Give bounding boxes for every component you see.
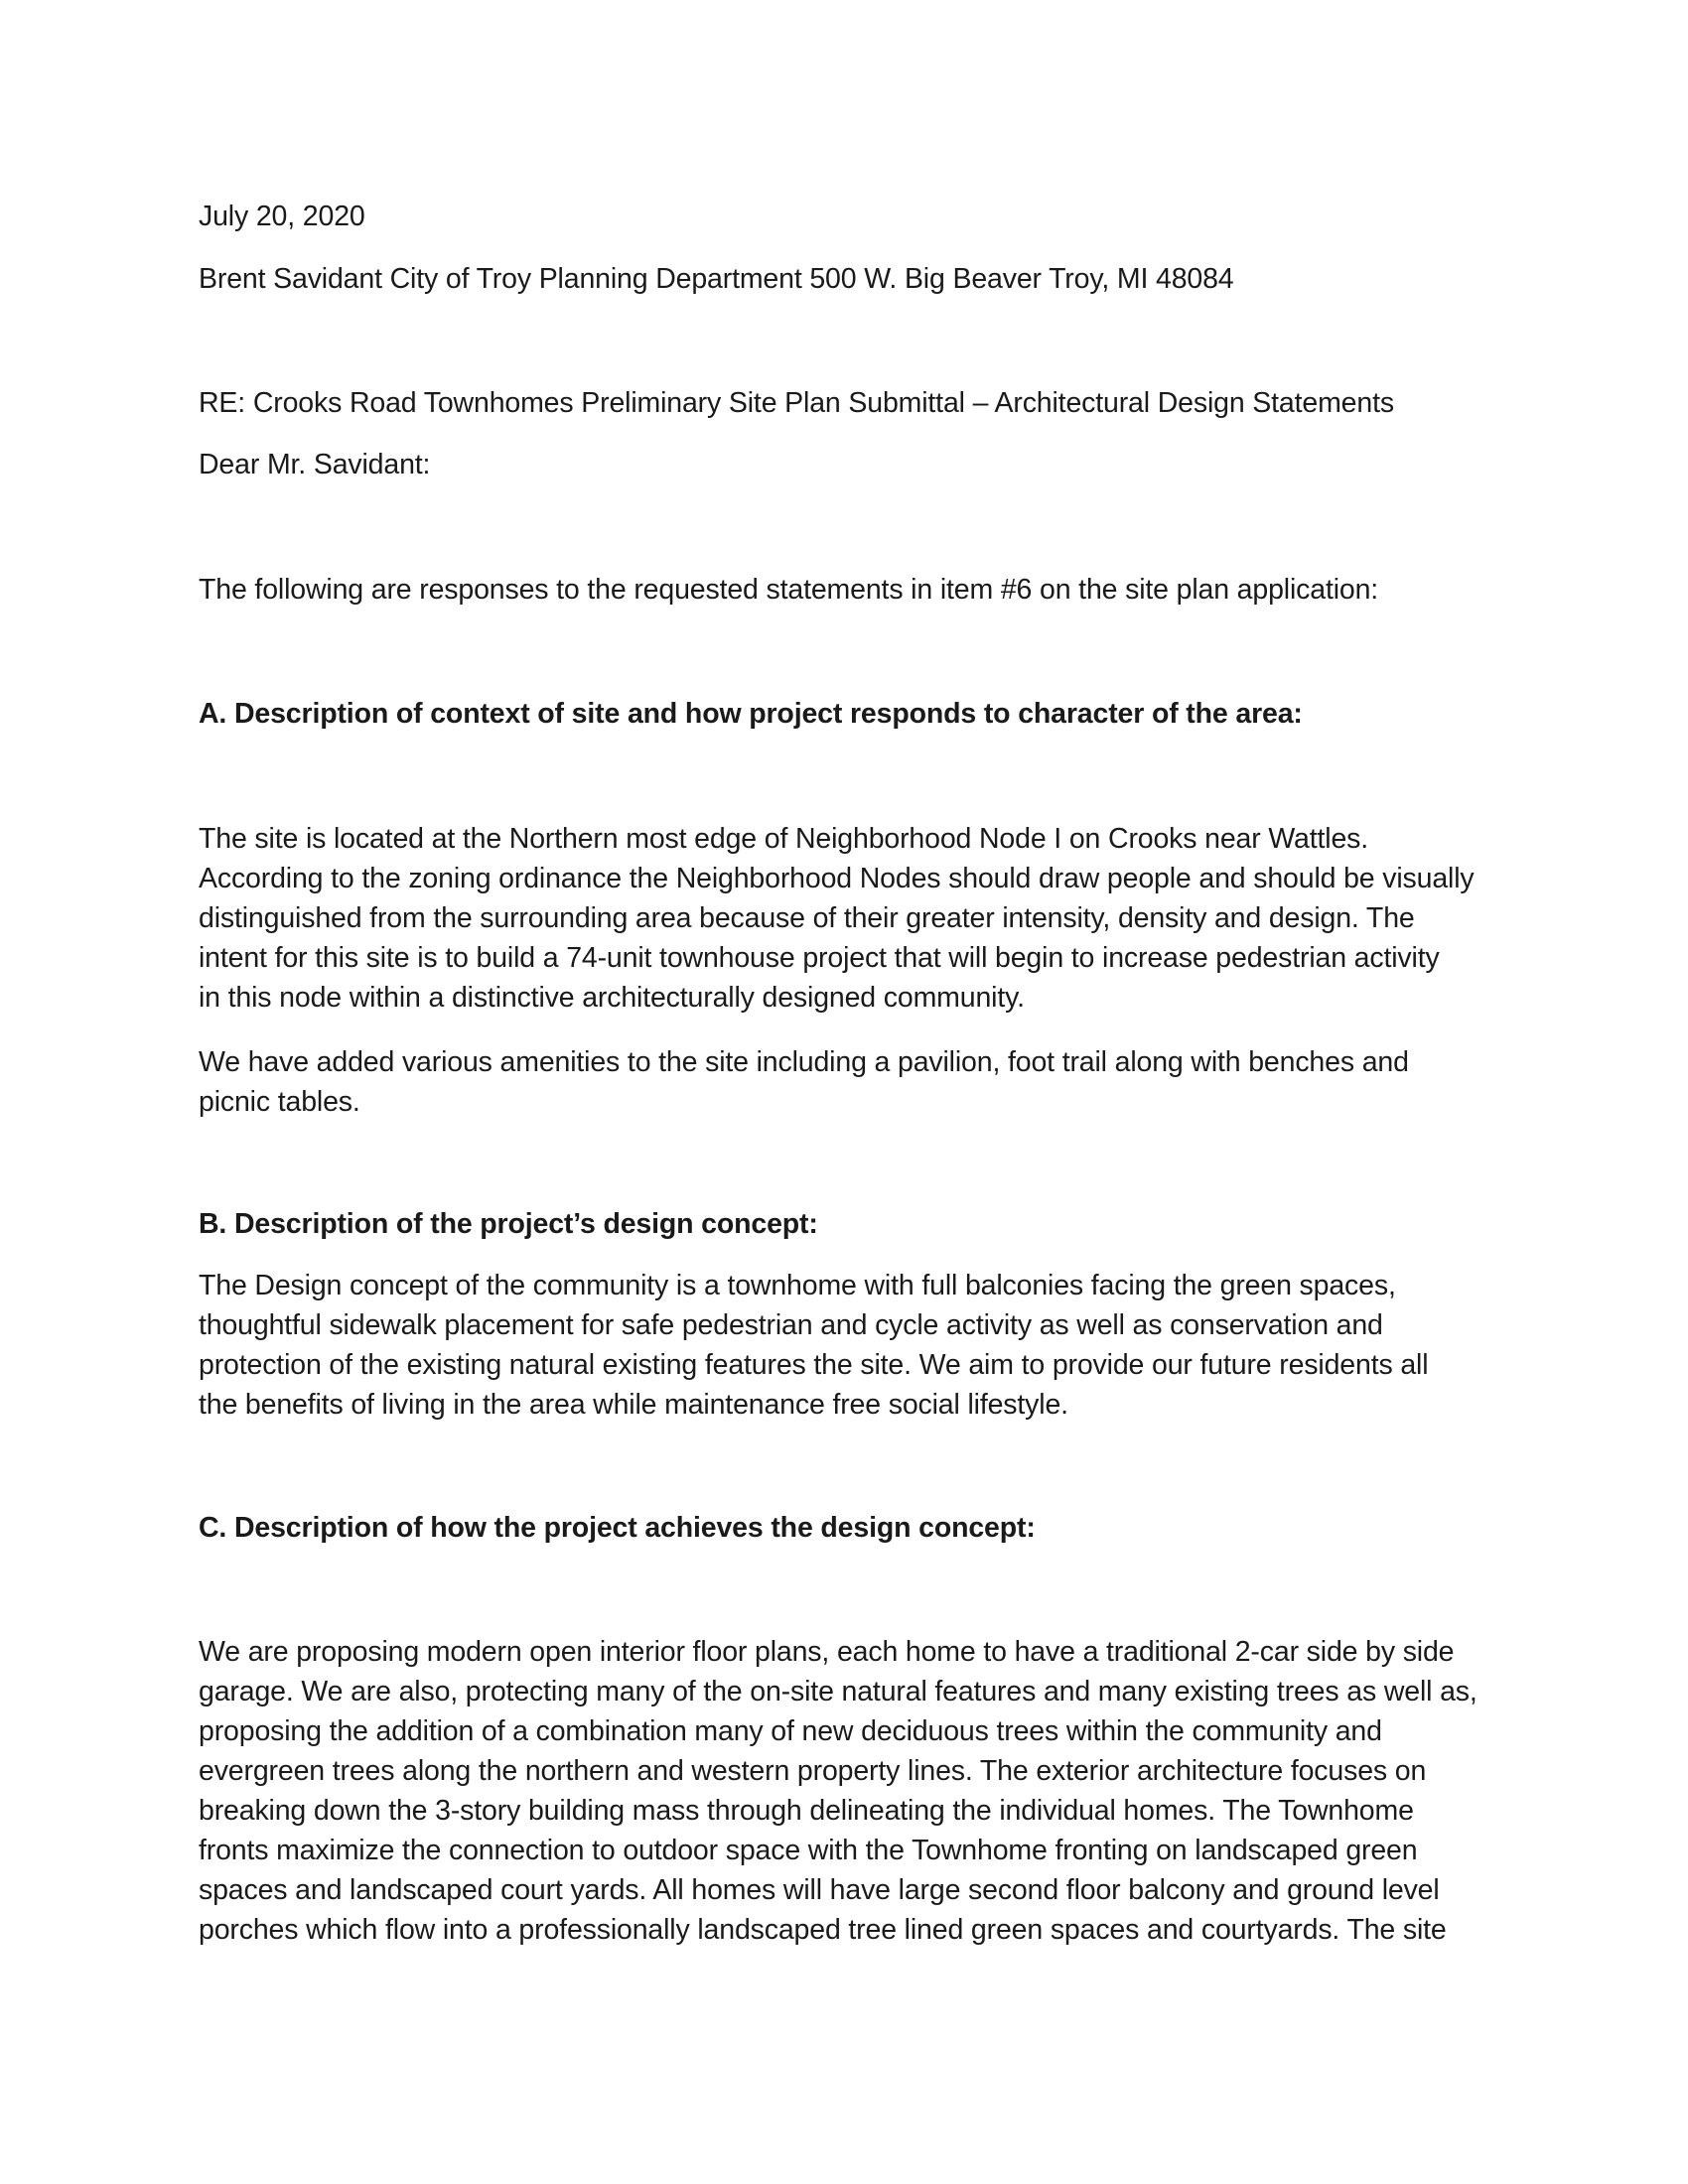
text-line: According to the zoning ordinance the Neighborhood Nodes should draw people and should be visually <box>199 863 1475 894</box>
text-line: proposing the addition of a combination many of new deciduous trees within the community and <box>199 1715 1382 1747</box>
text-line: fronts maximize the connection to outdoor space with the Townhome fronting on landscaped green <box>199 1835 1418 1866</box>
text-line: We have added various amenities to the site including a pavilion, foot trail along with benches and <box>199 1046 1409 1078</box>
text-line: The Design concept of the community is a townhome with full balconies facing the green spaces, <box>199 1270 1396 1301</box>
recipient-address: Brent Savidant City of Troy Planning Department 500 W. Big Beaver Troy, MI 48084 <box>199 263 1234 295</box>
text-line: porches which flow into a professionally landscaped tree lined green spaces and courtyards. The site <box>199 1914 1447 1946</box>
section-c-paragraph <box>199 1632 1479 1950</box>
subject-line: RE: Crooks Road Townhomes Preliminary Site Plan Submittal – Architectural Design Statements <box>199 387 1394 419</box>
text-line: evergreen trees along the northern and western property lines. The exterior architecture focuses on <box>199 1755 1427 1787</box>
text-line: the benefits of living in the area while maintenance free social lifestyle. <box>199 1389 1068 1421</box>
text-line: distinguished from the surrounding area because of their greater intensity, density and design. The <box>199 902 1415 934</box>
section-c-heading: C. Description of how the project achieves the design concept: <box>199 1512 1036 1544</box>
letter-date: July 20, 2020 <box>199 201 365 232</box>
text-line: The site is located at the Northern most edge of Neighborhood Node I on Crooks near Wattles. <box>199 823 1369 855</box>
text-line: thoughtful sidewalk placement for safe pedestrian and cycle activity as well as conservation and <box>199 1309 1383 1341</box>
text-line: picnic tables. <box>199 1086 360 1118</box>
salutation: Dear Mr. Savidant: <box>199 449 431 480</box>
text-line: in this node within a distinctive architecturally designed community. <box>199 982 1025 1014</box>
section-a-heading: A. Description of context of site and how project responds to character of the area: <box>199 698 1303 730</box>
section-a-paragraph-2 <box>199 1042 1479 1122</box>
text-line: spaces and landscaped court yards. All homes will have large second floor balcony and ground level <box>199 1874 1440 1906</box>
intro-paragraph: The following are responses to the requested statements in item #6 on the site plan application: <box>199 574 1379 606</box>
text-line: protection of the existing natural existing features the site. We aim to provide our future residents all <box>199 1349 1429 1381</box>
text-line: breaking down the 3-story building mass through delineating the individual homes. The Townhome <box>199 1795 1414 1827</box>
text-line: intent for this site is to build a 74-unit townhouse project that will begin to increase pedestrian activity <box>199 942 1440 974</box>
section-a-paragraph-1 <box>199 819 1479 1018</box>
section-b-heading: B. Description of the project’s design concept: <box>199 1208 818 1240</box>
section-b-paragraph <box>199 1266 1479 1425</box>
text-line: We are proposing modern open interior floor plans, each home to have a traditional 2-car side by side <box>199 1636 1455 1668</box>
text-line: garage. We are also, protecting many of the on-site natural features and many existing trees as well as, <box>199 1676 1477 1707</box>
